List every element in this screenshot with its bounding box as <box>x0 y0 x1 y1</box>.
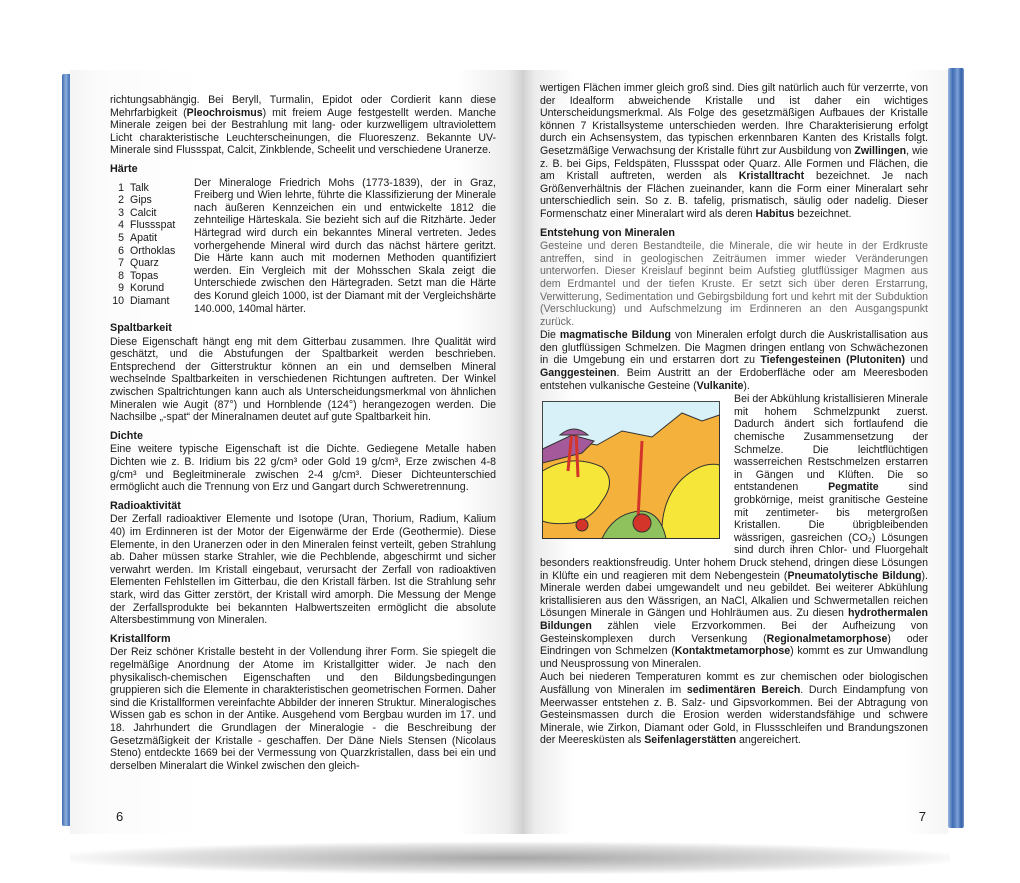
left-page-text <box>110 94 496 773</box>
bold-term: Regionalmetamorphose <box>766 632 888 645</box>
kreislauf-paragraph <box>540 240 928 328</box>
radioaktivitaet-paragraph: Der Zerfall radioaktiver Elemente und Isotope (Uran, Thorium, Radium, Kalium 40) im Erdinneren ist der Motor der Eigenwärme der Erde (Geothermie). Diese Elemente, in den Uranerzen oder in den Mineralen feinst verteilt, geben Strahlung ab. Daher müssen starke Strahler, wie die Pechblende, abgeschirmt und sicher verwahrt werden. Im Kristall eingebaut, verursacht der Zerfall von radioaktiven Elementen Fehlstellen im Gitterbau, die den Kristall färben. Ist die Strahlung sehr stark, wird das Gitter zerstört, der Kristall wird amorph. Die Messung der Menge der Zerfallsprodukte bei bekannten Halbwertszeiten ermöglicht die absolute Altersbestimmung von Mineralen. <box>110 513 496 627</box>
text-run: ). Minerale werden dabei umgewandelt und neu gebildet. Bei weiterer Abkühlung kristallisieren aus den Wässrigen, an NaCl, Alkalien und Schwermetallen reichen Lösungen Minerale in Gängen und Hohlräumen aus. Zu diesen <box>540 569 928 620</box>
kristallform-paragraph: Der Reiz schöner Kristalle besteht in der Vollendung ihrer Form. Sie spiegelt die regelmäßige Anordnung der Atome im Kristallgitter wider. Je nach den physikalisch-chemischen Eigenschaften und den Bildungsbedingungen gruppieren sich die Elemente in charakteristischen geometrischen Formen. Daher sind die Kristallformen vereinfachte Abbilder der inneren Struktur. Mineralogisches Wissen gab es schon in der Antike. Ausgehend vom Bergbau wurden im 17. und 18. Jahrhundert die Grundlagen der Mineralogie - die Beschreibung der Gesetzmäßigkeit der Kristalle - geschaffen. Der Däne Niels Stensen (Nicolaus Steno) entdeckte 1669 bei der Vermessung von Quarzkristallen, dass bei ein und derselben Mineralart die Winkel zwischen den gleich- <box>110 646 496 772</box>
bold-term: Pegmatite <box>828 481 879 494</box>
kristall-paragraph <box>540 82 928 221</box>
text-run: bezeichnet. <box>794 207 852 220</box>
mohs-scale-item: 2 Gips <box>118 194 152 207</box>
section-heading-dichte: Dichte <box>110 429 143 442</box>
page-number-right: 7 <box>918 809 926 824</box>
bold-term: Kontaktmetamorphose <box>674 645 791 658</box>
section-heading-haerte: Härte <box>110 162 138 175</box>
bold-term: Habitus <box>755 207 795 220</box>
sediment-paragraph <box>540 671 928 747</box>
figure-red-pluton-right <box>633 514 651 532</box>
text-run: von Mineralen erfolgt durch die Auskristallisation aus den glutflüssigen Schmelzen. Die Magmen dringen entlang von Schwächezonen in die Umgebung ein und erstarren dort zu <box>540 329 929 367</box>
bold-term: Zwillingen <box>854 144 907 157</box>
text-run: . Beim Austritt an der Erdoberfläche oder am Meeresboden entstehen vulkanische Gesteine ( <box>540 367 928 392</box>
magmatisch-paragraph <box>540 329 928 392</box>
bold-term: Tiefengesteinen (Plutoniten) <box>760 354 906 367</box>
text-run: , wie z. B. bei Gips, Feldspäten, Flussspat oder Quarz. Alle Formen und Flächen, die am Kristall auftreten, werden als <box>540 144 928 183</box>
text-run: und <box>905 354 929 367</box>
haerte-block <box>110 177 496 317</box>
dichte-paragraph: Eine weitere typische Eigenschaft ist die Dichte. Gediegene Metalle haben Dichten wie z. B. Iridium bis 22 g/cm³ oder Gold 19 g/cm³, Erze zwischen 4-8 g/cm³ und Begleitminerale zwischen 2-4 g/cm³. Dieser Dichteunterschied ermöglicht auch die Trennung von Erz und Gangart durch Schweretrennung. <box>110 443 496 494</box>
right-page-text <box>540 82 928 748</box>
mohs-scale-item: 5 Apatit <box>118 231 158 244</box>
text-run: ) oder Eindringen von Schmelzen ( <box>540 632 928 658</box>
book-edge-right <box>948 68 964 828</box>
text-run: zählen viele Erzvorkommen. Bei der Aufheizung von Gesteinskomplexen durch Versenkung ( <box>540 619 928 645</box>
mohs-scale-item: 6 Orthoklas <box>118 244 176 257</box>
bold-term: hydrothermalen Bildungen <box>540 607 928 632</box>
bold-term: magmatische Bildung <box>559 329 672 342</box>
haerte-paragraph: Der Mineraloge Friedrich Mohs (1773-1839), der in Graz, Freiberg und Wien lehrte, führte die Klassifizierung der Minerale nach äußeren Kennzeichen ein und entwickelte 1812 die zehnteilige Härteskala. Sie bezieht sich auf die Ritzhärte. Jeder Härtegrad wird durch ein bekanntes Mineral vertreten. Jedes vorhergehende Mineral wird durch das nächst härtere geritzt. Die Härte kann auch mit modernen Methoden quantifiziert werden. Ein Vergleich mit der Mohsschen Skala zeigt die Unterschiede zwischen den Härtegraden. Setzt man die Härte des Korund gleich 1000, ist der Diamant mit der Vergleichshärte 140.000, 140mal härter. <box>194 176 496 315</box>
text-run: Bei der Abkühlung kristallisieren Minerale mit hohem Schmelzpunkt zuerst. Dadurch ändert sich fortlaufend die chemische Zusammensetzung der Schmelze. Die leichtflüchtigen wasserreichen Restschmelzen erstarren in Gängen und Klüften. Die so entstandenen <box>734 393 928 494</box>
bold-term: sedimentären Bereich <box>686 683 801 696</box>
text-run: richtungsabhängig. Bei Beryll, Turmalin, Epidot oder Cordierit kann diese Mehrfarbigkeit ( <box>110 94 496 119</box>
mohs-scale-item: 7 Quarz <box>118 257 159 270</box>
bold-term: Seifenlagerstätten <box>644 734 737 747</box>
mohs-scale-item: 10 Diamant <box>112 294 170 307</box>
bold-term: Ganggesteinen <box>540 367 617 380</box>
geology-illustration <box>542 401 720 539</box>
mohs-scale-item: 9 Korund <box>118 282 165 295</box>
mohs-scale-item: 1 Talk <box>118 181 149 194</box>
spaltbarkeit-paragraph: Diese Eigenschaft hängt eng mit dem Gitterbau zusammen. Ihre Qualität wird geschätzt, und die Abstufungen der Spaltbarkeit werden beschrieben. Entsprechend der Gitterstruktur können an ein und demselben Mineral wechselnde Spaltbarkeiten in verschiedenen Richtungen auftreten. Der Winkel zwischen Spaltrichtungen kann auch als Unterscheidungsmerkmal von ähnlichen Mineralen wie Augit (87°) und Hornblende (124°) herangezogen werden. Die Nachsilbe „-spat“ der Mineralnamen deutet auf gute Spaltbarkeit hin. <box>110 335 496 424</box>
abkuehlung-paragraph <box>540 393 928 670</box>
book-shadow <box>70 842 950 874</box>
page-number-left: 6 <box>116 809 124 824</box>
text-run: ). <box>743 379 750 392</box>
bold-term: Pleochroismus <box>186 106 263 119</box>
mohs-scale-item: 8 Topas <box>118 269 159 282</box>
mohs-scale-item: 3 Calcit <box>118 206 157 219</box>
text-run: Auch bei niederen Temperaturen kommt es zur chemischen oder biologischen Ausfällung von Mineralen im <box>540 671 928 696</box>
text-run: Gesteine und deren Bestandteile, die Minerale, die wir heute in der Erdkruste antreffen, sind in geologischen Zeiträumen immer wieder Veränderungen unterworfen. Dieser Kreislauf beginnt beim Aufstieg glutflüssiger Magmen aus dem Erdmantel und der tiefen Kruste. Er setzt sich über deren Erstarrung, Verwitterung, Sedimentation und Gebirgsbildung fort und kehrt mit der Subduktion (Verschluckung) und Aufschmelzung im Erdinneren an den Ausgangspunkt zurück. <box>540 240 928 328</box>
text-run: angereichert. <box>736 734 801 747</box>
text-run: ) kommt es zur Umwandlung und Neusprossung von Mineralen. <box>540 645 928 670</box>
bold-term: Kristalltracht <box>738 170 805 183</box>
text-run: wertigen Flächen immer gleich groß sind. Dies gilt natürlich auch für verzerrte, von der Idealform abweichende Kristalle und ist daher ein wichtiges Unterscheidungsmerkmal. Als Folge des gesetzmäßigen Aufbaues der Kristalle können 7 Kristallsysteme unterschieden werden. Ihre Charakterisierung erfolgt durch ein Achsensystem, das typischen erkennbaren Kanten des Kristalls folgt. Gesetzmäßige Verwachsung der Kristalle führt zur Ausbildung von <box>540 82 928 157</box>
intro-paragraph <box>110 94 496 157</box>
text-run: Die <box>540 329 560 342</box>
figure-red-pluton-left <box>576 519 588 531</box>
bold-term: Vulkanite <box>696 379 744 392</box>
open-book <box>62 66 964 838</box>
section-heading-entstehung: Entstehung von Mineralen <box>540 226 675 239</box>
text-run: ) mit freiem Auge festgestellt werden. Manche Minerale zeigen bei der Bestrahlung mit lang- oder kurzwelligem ultraviolettem Licht charakteristische Leuchterscheinungen, die Fluoreszenz. Bekannte UV-Minerale sind Flussspat, Calcit, Zinkblende, Scheelit und verschiedene Uranerze. <box>110 106 496 157</box>
text-run: . Durch Eindampfung von Meerwasser entstehen z. B. Salz- und Gipsvorkommen. Bei der Abtragung von Gesteinsmassen durch die Erosion werden widerstandsfähige und schwere Minerale, wie Zirkon, Diamant oder Gold, in Flussschleifen und Brandungszonen der Meeresküsten als <box>540 683 928 747</box>
left-page <box>70 70 522 834</box>
mohs-scale-item: 4 Flussspat <box>118 219 176 232</box>
text-run: bezeichnet. Je nach Größenverhältnis der Flächen zueinander, kann die Form einer Mineralart sehr unterschiedlich sein. So z. B. tafelig, prismatisch, säulig oder nadelig. Dieser Formenschatz einer Mineralart wird als deren <box>540 170 928 220</box>
bold-term: Pneumatolytische Bildung <box>787 569 922 582</box>
section-heading-spaltbarkeit: Spaltbarkeit <box>110 322 172 335</box>
text-run: sind grobkörnige, meist granitische Gesteine mit zentimeter- bis metergroßen Kristallen. Die übrigbleibenden wässrigen, gasreichen (CO₂) Lösungen sind durch ihren Chlor- und Fluorgehalt besonders reaktionsfreudig. Unter hohem Druck stehend, dringen diese Lösungen in Klüfte ein und reagieren mit dem Nebengestein ( <box>540 481 928 582</box>
section-heading-kristallform: Kristallform <box>110 632 171 645</box>
section-heading-radioaktivitaet: Radioaktivität <box>110 499 181 512</box>
right-page <box>522 70 948 834</box>
mohs-scale-list <box>110 182 190 317</box>
